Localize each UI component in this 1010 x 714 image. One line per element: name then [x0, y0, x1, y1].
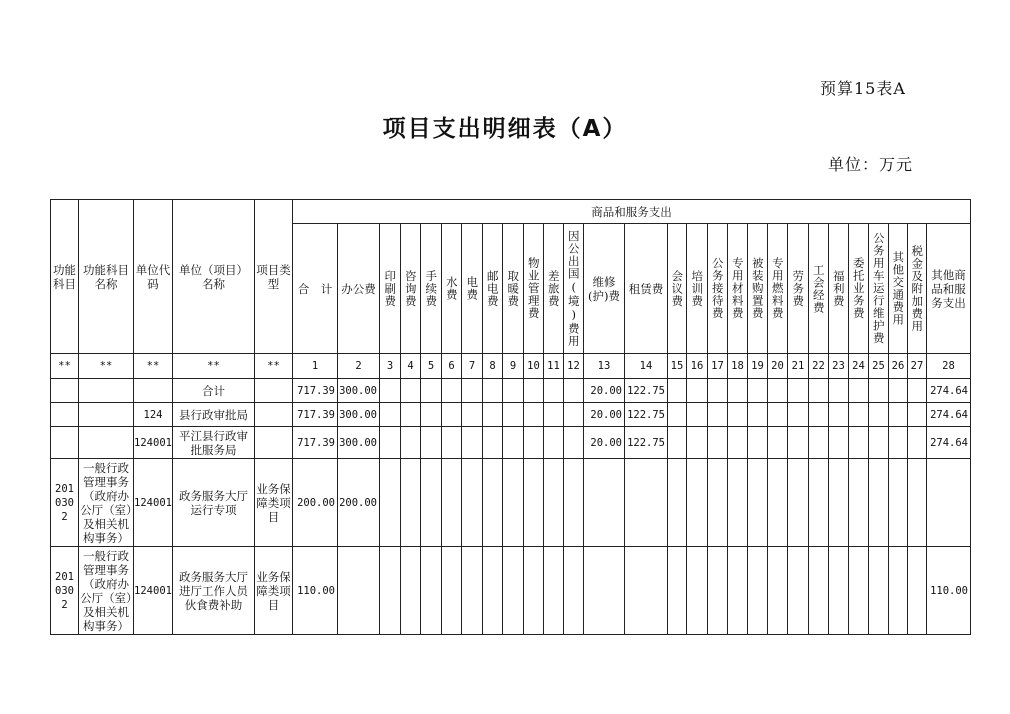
- cell-func-name: 一般行政管理事务（政府办公厅（室）及相关机构事务）: [80, 548, 132, 633]
- cell-func-code: 2010302: [51, 459, 79, 547]
- cell-unit-code: 124001: [134, 427, 173, 459]
- expense-table: [50, 199, 971, 635]
- index-cell: 27: [908, 354, 927, 379]
- col-fees: 手续费: [424, 269, 439, 308]
- index-cell: 14: [625, 354, 668, 379]
- cell-total: 717.39: [293, 403, 338, 427]
- index-cell: 21: [788, 354, 809, 379]
- cell-proj-type: [255, 403, 293, 427]
- table-number: 预算15表A: [820, 79, 906, 98]
- index-cell: 22: [809, 354, 829, 379]
- col-abroad: 因公出国(境)费用: [566, 229, 581, 348]
- col-unit-name: 单位（项目）名称: [173, 200, 255, 354]
- cell-proj-type: 业务保障类项目: [255, 459, 293, 547]
- col-unit-code: 单位代码: [134, 200, 173, 354]
- cell-repair: 20.00: [584, 427, 625, 459]
- cell-repair: [584, 547, 625, 635]
- index-cell: 11: [544, 354, 564, 379]
- col-func-name: 功能科目名称: [79, 200, 134, 354]
- unit-label: 单位：万元: [828, 155, 914, 174]
- col-printing: 印刷费: [383, 269, 398, 308]
- cell-repair: 20.00: [584, 379, 625, 403]
- col-reception: 公务接待费: [710, 257, 725, 320]
- col-transport: 其他交通费用: [891, 251, 906, 326]
- table-row: [51, 403, 971, 427]
- index-cell: 12: [564, 354, 584, 379]
- index-cell: 3: [380, 354, 401, 379]
- col-labor: 劳务费: [791, 269, 806, 308]
- index-cell: 17: [708, 354, 728, 379]
- col-water: 水费: [444, 276, 459, 301]
- index-cell: 9: [503, 354, 524, 379]
- cell-unit-name: 政务服务大厅进厅工作人员伙食费补助: [173, 547, 255, 635]
- cell-func-code: [51, 427, 79, 459]
- cell-other: 274.64: [927, 379, 971, 403]
- col-fuel: 专用燃料费: [770, 257, 785, 320]
- index-cell: 19: [748, 354, 768, 379]
- cell-proj-type: 业务保障类项目: [255, 547, 293, 635]
- index-cell: 26: [889, 354, 908, 379]
- col-electric: 电费: [465, 276, 480, 301]
- index-cell: 13: [584, 354, 625, 379]
- col-welfare: 福利费: [831, 269, 846, 308]
- cell-unit-name: 合计: [173, 379, 255, 403]
- cell-office: 300.00: [338, 379, 380, 403]
- col-repair: 维修(护)费: [584, 224, 625, 354]
- col-travel: 差旅费: [546, 269, 561, 308]
- index-row: [51, 354, 971, 379]
- col-other: 其他商品和服务支出: [927, 224, 971, 354]
- col-consult: 咨询费: [403, 269, 418, 308]
- table-row: [51, 427, 971, 459]
- index-cell: 4: [401, 354, 421, 379]
- cell-total: 110.00: [293, 547, 338, 635]
- index-cell: **: [79, 354, 134, 379]
- col-group-goods-services: 商品和服务支出: [293, 200, 971, 224]
- cell-office: 300.00: [338, 427, 380, 459]
- cell-func-code: 2010302: [51, 547, 79, 635]
- index-cell: 8: [483, 354, 503, 379]
- cell-unit-name: 县行政审批局: [173, 403, 255, 427]
- index-cell: 5: [421, 354, 442, 379]
- cell-other: 274.64: [927, 403, 971, 427]
- index-cell: 2: [338, 354, 380, 379]
- cell-rent: 122.75: [625, 379, 668, 403]
- index-cell: 6: [442, 354, 462, 379]
- col-func-code: 功能科目: [51, 200, 79, 354]
- index-cell: **: [255, 354, 293, 379]
- cell-unit-name: 平江县行政审批服务局: [173, 427, 255, 459]
- cell-func-name: [79, 427, 134, 459]
- cell-rent: [625, 459, 668, 547]
- col-material: 专用材料费: [730, 257, 745, 320]
- table-row: [51, 379, 971, 403]
- cell-func-name: [79, 403, 134, 427]
- cell-total: 717.39: [293, 379, 338, 403]
- col-office: 办公费: [338, 224, 380, 354]
- col-total: 合 计: [293, 224, 338, 354]
- cell-rent: 122.75: [625, 403, 668, 427]
- cell-unit-name: 政务服务大厅运行专项: [173, 459, 255, 547]
- cell-func-code: [51, 403, 79, 427]
- index-cell: 7: [462, 354, 483, 379]
- cell-unit-code: [134, 379, 173, 403]
- index-cell: **: [134, 354, 173, 379]
- col-uniform: 被装购置费: [750, 257, 765, 320]
- cell-proj-type: [255, 427, 293, 459]
- page-title: 项目支出明细表（A）: [382, 116, 628, 142]
- index-cell: 18: [728, 354, 748, 379]
- cell-total: 200.00: [293, 459, 338, 547]
- col-vehicle: 公务用车运行维护费: [871, 232, 886, 345]
- index-cell: **: [51, 354, 79, 379]
- col-training: 培训费: [690, 269, 705, 308]
- cell-rent: [625, 547, 668, 635]
- cell-total: 717.39: [293, 427, 338, 459]
- cell-func-name: 一般行政管理事务（政府办公厅（室）及相关机构事务）: [80, 460, 132, 545]
- cell-office: 200.00: [338, 459, 380, 547]
- col-property: 物业管理费: [526, 257, 541, 320]
- col-tax: 税金及附加费用: [910, 244, 925, 333]
- cell-proj-type: [255, 379, 293, 403]
- index-cell: 10: [524, 354, 544, 379]
- cell-office: [338, 547, 380, 635]
- index-cell: 1: [293, 354, 338, 379]
- index-cell: 25: [869, 354, 889, 379]
- cell-repair: 20.00: [584, 403, 625, 427]
- col-heating: 取暖费: [506, 269, 521, 308]
- cell-other: 274.64: [927, 427, 971, 459]
- col-rent: 租赁费: [625, 224, 668, 354]
- col-proj-type: 项目类型: [255, 200, 293, 354]
- index-cell: 15: [668, 354, 687, 379]
- cell-rent: 122.75: [625, 427, 668, 459]
- cell-unit-code: 124001: [134, 547, 173, 635]
- cell-other: [927, 459, 971, 547]
- header-row-group: [51, 200, 971, 224]
- cell-unit-code: 124: [134, 403, 173, 427]
- index-cell: 23: [829, 354, 849, 379]
- cell-func-name: [79, 379, 134, 403]
- index-cell: **: [173, 354, 255, 379]
- index-cell: 24: [849, 354, 869, 379]
- col-meeting: 会议费: [670, 269, 685, 308]
- cell-repair: [584, 459, 625, 547]
- cell-unit-code: 124001: [134, 459, 173, 547]
- cell-office: 300.00: [338, 403, 380, 427]
- index-cell: 28: [927, 354, 971, 379]
- cell-func-code: [51, 379, 79, 403]
- table-row: [51, 459, 971, 547]
- index-cell: 16: [687, 354, 708, 379]
- table-row: [51, 547, 971, 635]
- index-cell: 20: [768, 354, 788, 379]
- cell-other: 110.00: [927, 547, 971, 635]
- col-union: 工会经费: [811, 263, 826, 314]
- col-commission: 委托业务费: [851, 257, 866, 320]
- col-post: 邮电费: [485, 269, 500, 308]
